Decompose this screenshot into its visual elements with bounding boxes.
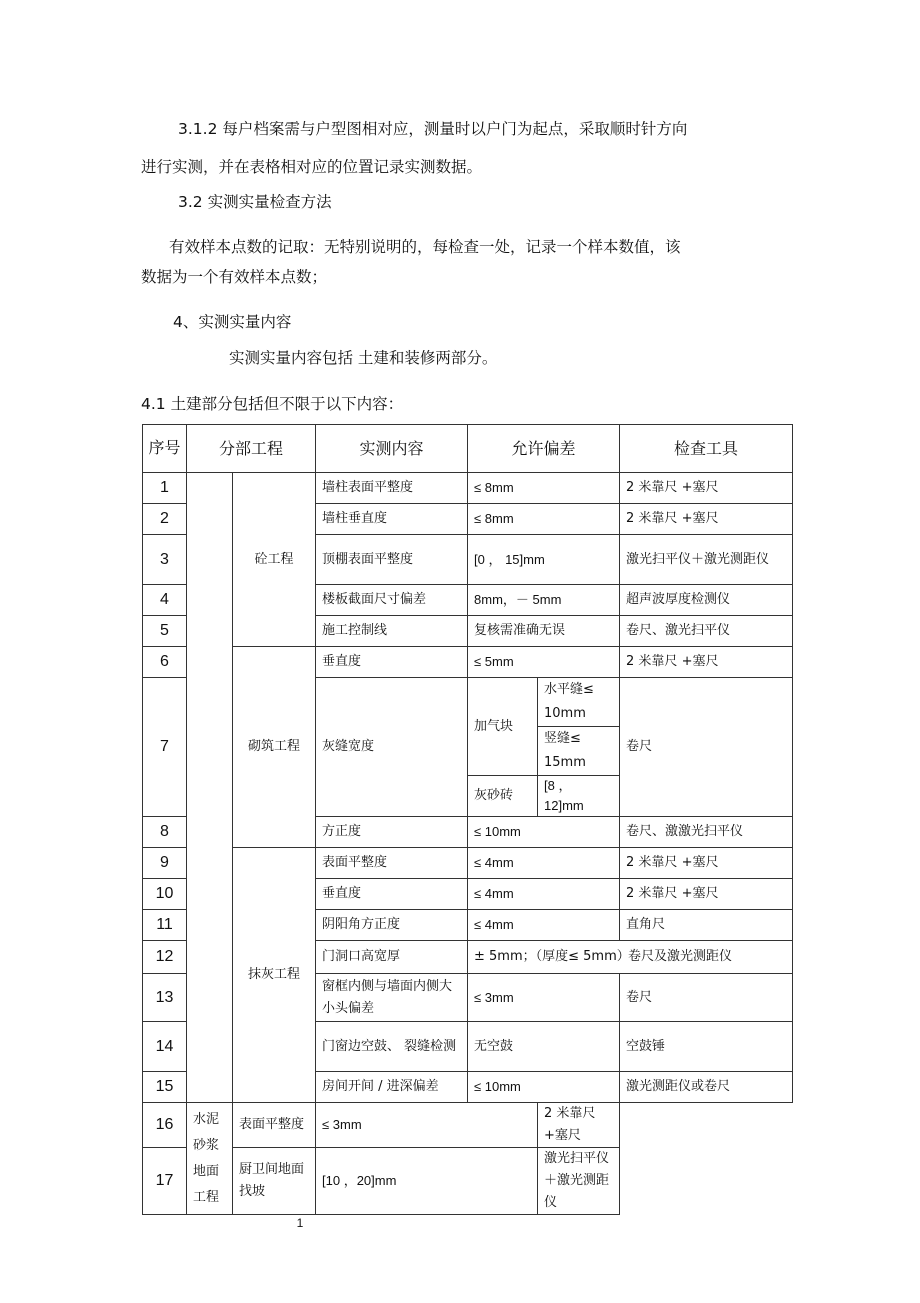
- row-seq: 15: [143, 1072, 187, 1103]
- row-tool: 空鼓锤: [620, 1022, 793, 1072]
- row-content: 顶棚表面平整度: [316, 535, 468, 585]
- heading-4-1: 4.1 土建部分包括但不限于以下内容：: [141, 395, 404, 413]
- row-tolerance: [0 ， 15]mm: [468, 535, 620, 585]
- row-tool: 激光扫平仪＋激光测距仪: [620, 535, 793, 585]
- row-tolerance: [10 ，20]mm: [316, 1148, 538, 1215]
- row-content: 门洞口高宽厚: [316, 941, 468, 974]
- row-block-type: 加气块: [468, 678, 538, 776]
- row-content: 灰缝宽度: [316, 678, 468, 817]
- header-tolerance: 允许偏差: [468, 425, 620, 473]
- row-seq: 3: [143, 535, 187, 585]
- row-tolerance: ≤ 3mm: [316, 1103, 538, 1148]
- row-content: 厨卫间地面找坡: [233, 1148, 316, 1215]
- row-tolerance-horizontal: 水平缝≤ 10mm: [538, 678, 620, 727]
- table-row: [143, 647, 793, 678]
- row-seq: 8: [143, 817, 187, 848]
- row-tool: 超声波厚度检测仪: [620, 585, 793, 616]
- row-seq: 14: [143, 1022, 187, 1072]
- row-seq: 2: [143, 504, 187, 535]
- row-tool: 卷尺及激光测距仪: [628, 949, 733, 964]
- group-plaster: 抹灰工程: [233, 848, 316, 1103]
- row-tool: 卷尺、激光扫平仪: [620, 616, 793, 647]
- heading-4: 4、实测实量内容: [173, 313, 292, 331]
- row-tool: 2 米靠尺 +塞尺: [620, 848, 793, 879]
- row-brick-type: 灰砂砖: [468, 776, 538, 817]
- inspection-table: [142, 424, 793, 1215]
- page-number: 1: [296, 1216, 304, 1230]
- heading-3-2: 3.2 实测实量检查方法: [178, 193, 332, 211]
- row-tool: 卷尺: [620, 974, 793, 1022]
- row-content: 施工控制线: [316, 616, 468, 647]
- row-tolerance: ≤ 8mm: [468, 473, 620, 504]
- row-seq: 5: [143, 616, 187, 647]
- row-content: 表面平整度: [316, 848, 468, 879]
- header-tool: 检查工具: [620, 425, 793, 473]
- row-tool: 2 米靠尺 +塞尺: [620, 473, 793, 504]
- row-tolerance: 8mm，－ 5mm: [468, 585, 620, 616]
- header-seq: 序号: [143, 425, 187, 473]
- row-tolerance: ≤ 4mm: [468, 879, 620, 910]
- group-masonry: 砌筑工程: [233, 647, 316, 848]
- table-row: [143, 473, 793, 504]
- row-content: 垂直度: [316, 879, 468, 910]
- row-seq: 7: [143, 678, 187, 817]
- row-content: 楼板截面尺寸偏差: [316, 585, 468, 616]
- row-tool: 卷尺、激激光扫平仪: [620, 817, 793, 848]
- row-seq: 10: [143, 879, 187, 910]
- row-seq: 4: [143, 585, 187, 616]
- row-tolerance: 复核需准确无误: [468, 616, 620, 647]
- row-tolerance-and-tool: [468, 941, 793, 974]
- row-tolerance: ≤ 10mm: [468, 817, 620, 848]
- row-tool: 激光扫平仪＋激光测距仪: [538, 1148, 620, 1215]
- row-brick-tolerance: [8 ， 12]mm: [538, 776, 620, 817]
- row-seq: 9: [143, 848, 187, 879]
- row-content: 墙柱垂直度: [316, 504, 468, 535]
- row-seq: 6: [143, 647, 187, 678]
- row-tolerance: 无空鼓: [468, 1022, 620, 1072]
- row-content: 房间开间 / 进深偏差: [316, 1072, 468, 1103]
- row-content: 表面平整度: [233, 1103, 316, 1148]
- row-content: 门窗边空鼓、 裂缝检测: [316, 1022, 468, 1072]
- row-tool: 卷尺: [620, 678, 793, 817]
- para-sample-count-cont: 数据为一个有效样本点数；: [141, 268, 328, 286]
- row-tool: 2 米靠尺 +塞尺: [620, 879, 793, 910]
- row-seq: 13: [143, 974, 187, 1022]
- para-3-1-2-cont: 进行实测，并在表格相对应的位置记录实测数据。: [141, 158, 483, 176]
- header-section: 分部工程: [187, 425, 316, 473]
- row-tool: 2 米靠尺 +塞尺: [620, 504, 793, 535]
- row-tolerance: ± 5mm；（厚度≤ 5mm）: [474, 949, 630, 964]
- row-tool: 2 米靠尺 +塞尺: [620, 647, 793, 678]
- row-content: 阴阳角方正度: [316, 910, 468, 941]
- table-row: [143, 1103, 793, 1148]
- row-seq: 12: [143, 941, 187, 974]
- row-tool: 激光测距仪或卷尺: [620, 1072, 793, 1103]
- para-3-1-2: 3.1.2 每户档案需与户型图相对应，测量时以户门为起点，采取顺时针方向: [178, 120, 688, 138]
- row-content: 垂直度: [316, 647, 468, 678]
- row-tolerance: ≤ 4mm: [468, 848, 620, 879]
- table-row: [143, 1148, 793, 1215]
- table-row: [143, 848, 793, 879]
- row-content: 方正度: [316, 817, 468, 848]
- row-tolerance: ≤ 10mm: [468, 1072, 620, 1103]
- group-floor: 水泥砂浆地面工程: [187, 1103, 233, 1215]
- row-tool: 2 米靠尺 +塞尺: [538, 1103, 620, 1148]
- row-seq: 11: [143, 910, 187, 941]
- table-header-row: [143, 425, 793, 473]
- row-tolerance: ≤ 5mm: [468, 647, 620, 678]
- para-sample-count: 有效样本点数的记取：无特别说明的，每检查一处，记录一个样本数值，该: [169, 238, 681, 256]
- row-seq: 1: [143, 473, 187, 504]
- row-tolerance: ≤ 4mm: [468, 910, 620, 941]
- header-content: 实测内容: [316, 425, 468, 473]
- para-scope: 实测实量内容包括 土建和装修两部分。: [229, 349, 498, 367]
- row-tolerance-vertical: 竖缝≤ 15mm: [538, 727, 620, 776]
- blank-group-cell: [187, 473, 233, 1103]
- row-tool: 直角尺: [620, 910, 793, 941]
- row-tolerance: ≤ 3mm: [468, 974, 620, 1022]
- row-seq: 16: [143, 1103, 187, 1148]
- row-content: 窗框内侧与墙面内侧大小头偏差: [316, 974, 468, 1022]
- row-content: 墙柱表面平整度: [316, 473, 468, 504]
- row-seq: 17: [143, 1148, 187, 1215]
- row-tolerance: ≤ 8mm: [468, 504, 620, 535]
- group-concrete: 砼工程: [233, 473, 316, 647]
